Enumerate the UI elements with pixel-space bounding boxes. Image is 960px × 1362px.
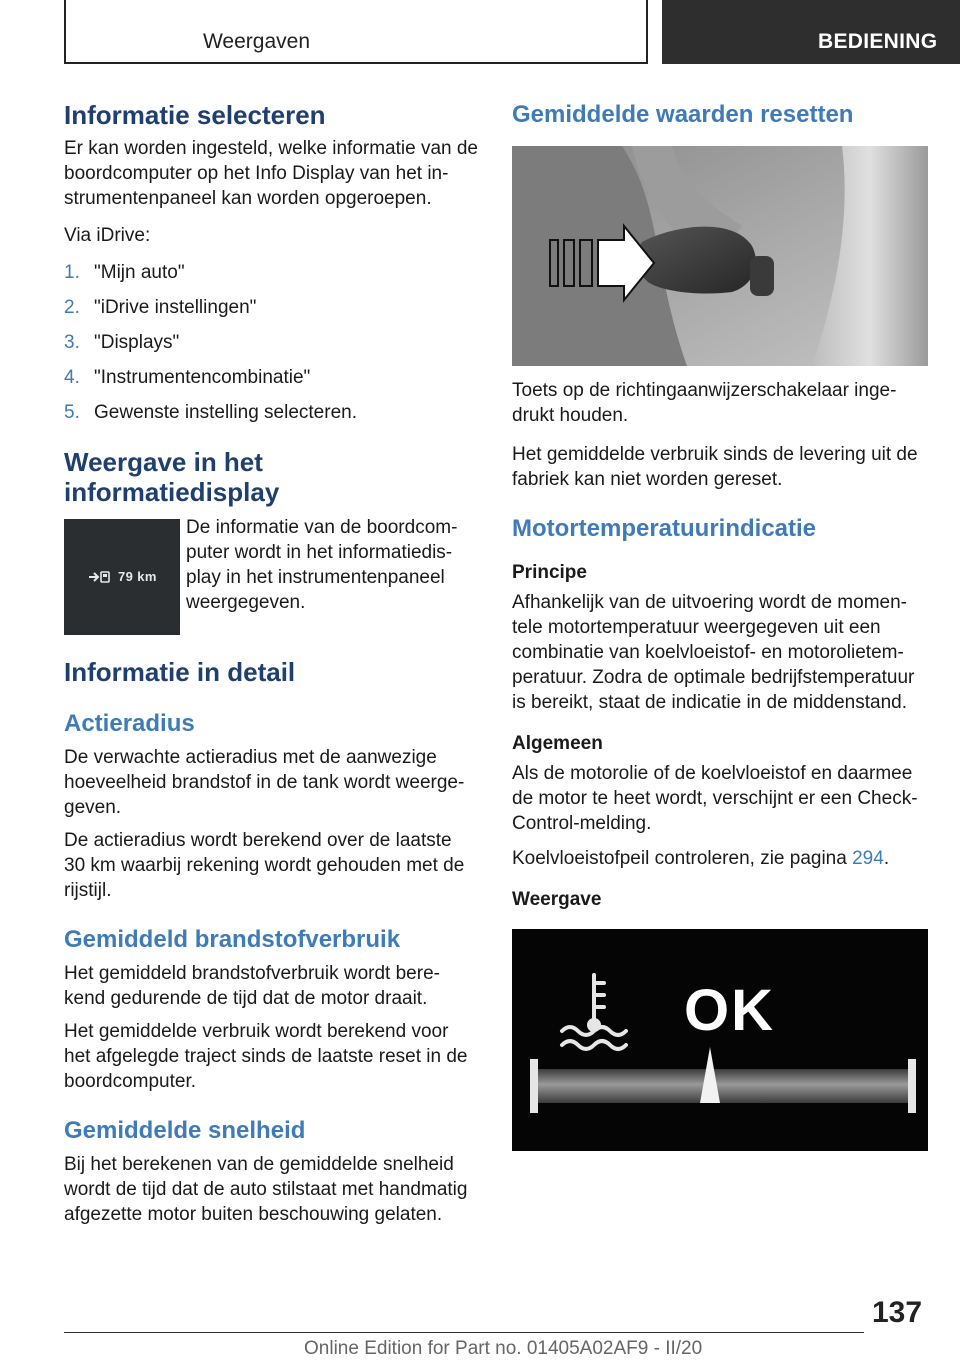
step-item: 5. Gewenste instelling selecteren.: [64, 402, 357, 423]
subheading-display: Weergave: [512, 889, 602, 910]
scale-left-end: [530, 1059, 538, 1113]
edition-note: Online Edition for Part no. 01405A02AF9 - II/20: [304, 1338, 703, 1359]
step-item: 1. "Mijn auto": [64, 262, 185, 283]
paragraph-consumption-2: Het gemiddelde verbruik wordt berekend voor het afgelegde traject sinds de laatste reset in de boordcomputer.: [64, 1021, 468, 1092]
paragraph-range-1: De verwachte actieradius met de aanwezige hoeveelheid brandstof in de tank wordt weerge-geven.: [64, 747, 465, 818]
paragraph-speed: Bij het berekenen van de gemiddelde snelheid wordt de tijd dat de auto stilstaat met handmatig afgezette motor buiten beschouwing gelaten.: [64, 1154, 468, 1225]
indicator-stalk-image: [512, 146, 928, 366]
paragraph-consumption-1: Het gemiddeld brandstofverbruik wordt bere-kend gedurende de tijd dat de motor draait.: [64, 963, 440, 1009]
step-item: 2. "iDrive instellingen": [64, 297, 257, 318]
heading-temperature: Motortemperatuurindicatie: [512, 515, 817, 542]
heading-range: Actieradius: [64, 710, 195, 737]
display-section: [64, 519, 478, 635]
heading-display: Weergave in het informatiedisplay: [64, 447, 280, 507]
page-number: 137: [872, 1296, 923, 1329]
subheading-general: Algemeen: [512, 733, 603, 754]
paragraph-display: De informatie van de boordcom-puter wordt in het informatiedis-play in het instrumentenpaneel weergegeven.: [186, 517, 458, 613]
paragraph-principle: Afhankelijk van de uitvoering wordt de momen-tele motortemperatuur weergegeven uit een combinatie van koelvloeistof- en motorolietem-peratuur. Zodra de optimale bedrijfstemperatuur is bereikt, staat de indicatie in de middenstand.: [512, 592, 915, 713]
coolant-temperature-icon: [558, 969, 628, 1059]
steps-list: [64, 260, 478, 425]
chapter-tab: BEDIENING: [662, 0, 960, 64]
heading-detail: Informatie in detail: [64, 657, 296, 687]
footer-divider: [64, 1332, 864, 1333]
paragraph-coolant-check: Koelvloeistofpeil controleren, zie pagina 294.: [512, 848, 890, 869]
scale-right-end: [908, 1059, 916, 1113]
heading-reset: Gemiddelde waarden resetten: [512, 101, 854, 128]
heading-consumption: Gemiddeld brandstofverbruik: [64, 926, 401, 953]
info-display-image: [64, 519, 180, 635]
section-title: Weergaven: [202, 30, 310, 53]
subheading-principle: Principe: [512, 562, 587, 583]
via-idrive: Via iDrive:: [64, 225, 151, 246]
page-link[interactable]: 294: [852, 848, 884, 869]
temperature-gauge-image: [512, 929, 928, 1151]
status-text: OK: [684, 978, 775, 1043]
paragraph-reset-2: Het gemiddelde verbruik sinds de levering uit de fabriek kan niet worden gereset.: [512, 444, 918, 490]
left-column: [64, 100, 478, 1227]
right-column: [512, 100, 928, 1151]
paragraph-range-2: De actieradius wordt berekend over de laatste 30 km waarbij rekening wordt gehouden met de rijstijl.: [64, 830, 465, 901]
paragraph-reset-1: Toets op de richtingaanwijzerschakelaar inge-drukt houden.: [512, 380, 897, 426]
heading-speed: Gemiddelde snelheid: [64, 1117, 306, 1144]
heading-select-info: Informatie selecteren: [64, 100, 326, 130]
step-item: 3. "Displays": [64, 332, 180, 353]
range-icon: [88, 570, 112, 584]
temperature-scale: [538, 1069, 908, 1103]
paragraph-select-info: Er kan worden ingesteld, welke informatie van de boordcomputer op het Info Display van het in-strumentenpaneel kan worden opgeroepen.: [64, 138, 479, 209]
step-item: 4. "Instrumentencombinatie": [64, 367, 311, 388]
header-frame: [64, 0, 648, 64]
needle-icon: [698, 1047, 722, 1103]
range-readout: 79 km: [118, 569, 157, 584]
paragraph-general: Als de motorolie of de koelvloeistof en daarmee de motor te heet wordt, verschijnt er een Check-Control-melding.: [512, 763, 918, 834]
